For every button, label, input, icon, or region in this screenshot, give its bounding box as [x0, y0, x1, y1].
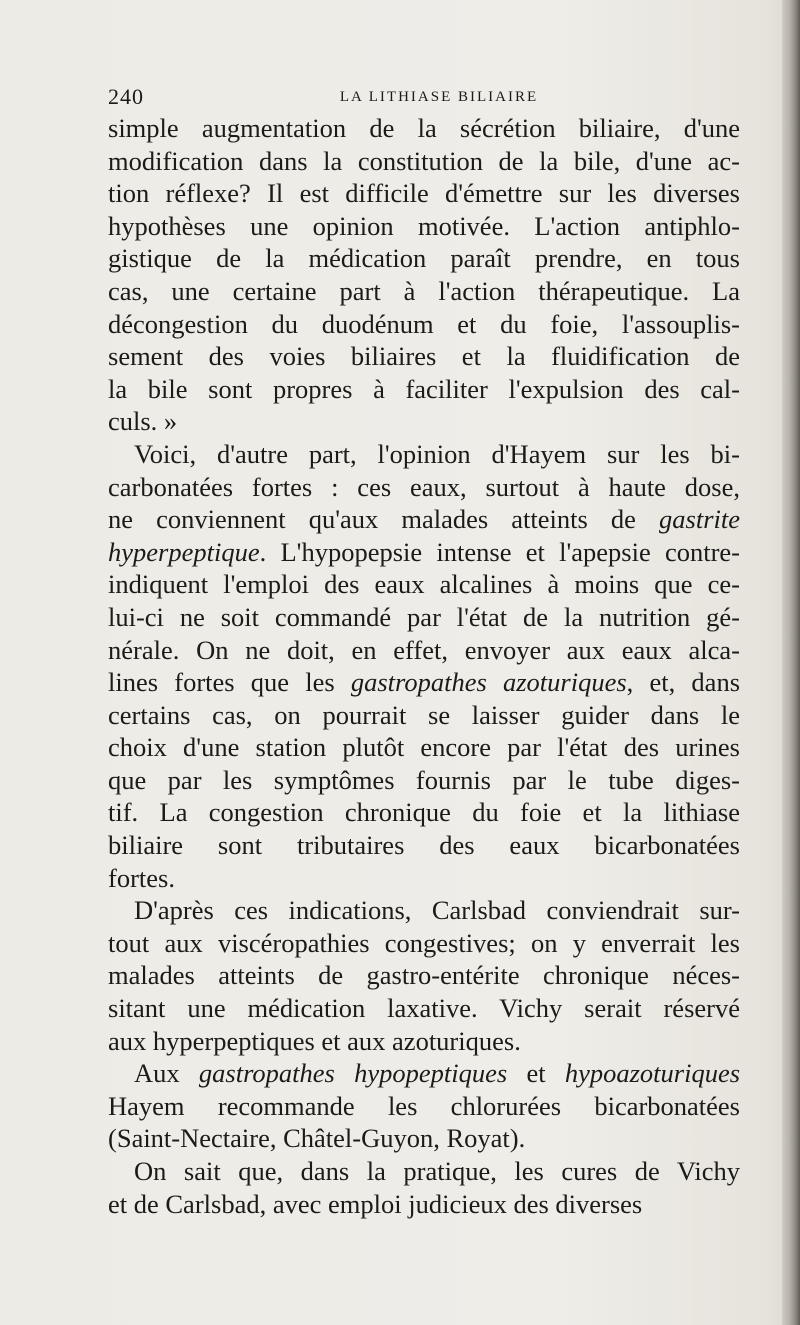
page-number: 240 — [108, 84, 144, 109]
book-spine-edge — [782, 0, 800, 1325]
text-line: sitant une médication laxative. Vichy serait réservé — [108, 993, 740, 1024]
text-line: culs. » — [108, 406, 178, 437]
text-line: (Saint-Nectaire, Châtel-Guyon, Royat). — [108, 1123, 526, 1154]
text-line: Hayem recommande les chlorurées bicarbonatées — [108, 1090, 740, 1121]
text-line: tion réflexe? Il est difficile d'émettre sur les diverses — [108, 178, 740, 209]
text-line: modification dans la constitution de la bile, d'une ac- — [108, 145, 740, 176]
text-line: lines fortes que les gastropathes azoturiques, et, dans — [108, 667, 741, 698]
text-line: aux hyperpeptiques et aux azoturiques. — [108, 1025, 521, 1056]
text-line: tif. La congestion chronique du foie et la lithiase — [108, 797, 740, 828]
text-line: simple augmentation de la sécrétion biliaire, d'une — [108, 113, 740, 143]
text-line: décongestion du duodénum et du foie, l'assouplis- — [108, 308, 740, 339]
text-line: hyperpeptique. L'hypopepsie intense et l'apepsie contre- — [108, 536, 740, 567]
text-line: gistique de la médication paraît prendre, en tous — [108, 243, 740, 274]
text-line: que par les symptômes fournis par le tube diges- — [108, 764, 740, 795]
text-line: On sait que, dans la pratique, les cures de Vichy — [134, 1156, 740, 1186]
text-line: Voici, d'autre part, l'opinion d'Hayem sur les bi- — [134, 438, 740, 469]
text-line: lui-ci ne soit commandé par l'état de la nutrition gé- — [108, 601, 740, 632]
text-line: et de Carlsbad, avec emploi judicieux des diverses — [108, 1188, 643, 1219]
text-line: certains cas, on pourrait se laisser guider dans le — [108, 699, 740, 730]
text-line: choix d'une station plutôt encore par l'état des urines — [108, 732, 740, 763]
text-line: ne conviennent qu'aux malades atteints de gastrite — [108, 504, 740, 535]
text-line: hypothèses une opinion motivée. L'action antiphlo- — [108, 210, 740, 241]
text-line: Aux gastropathes hypopeptiques et hypoazoturiques — [134, 1058, 741, 1089]
text-line: malades atteints de gastro-entérite chronique néces- — [108, 960, 740, 991]
running-title: LA LITHIASE BILIAIRE — [339, 89, 539, 105]
text-line: tout aux viscéropathies congestives; on y enverrait les — [108, 927, 740, 958]
text-line: carbonatées fortes : ces eaux, surtout à haute dose, — [108, 471, 740, 502]
text-line: nérale. On ne doit, en effet, envoyer aux eaux alca- — [108, 634, 740, 665]
text-line: D'après ces indications, Carlsbad conviendrait sur- — [134, 895, 740, 926]
text-line: cas, une certaine part à l'action thérapeutique. La — [108, 275, 740, 306]
body-text — [108, 112, 740, 1220]
text-line: sement des voies biliaires et la fluidification de — [108, 341, 740, 372]
text-line: la bile sont propres à faciliter l'expulsion des cal- — [108, 373, 740, 404]
text-line: fortes. — [108, 862, 175, 893]
text-line: biliaire sont tributaires des eaux bicarbonatées — [108, 830, 740, 861]
running-head — [108, 80, 740, 114]
text-line: indiquent l'emploi des eaux alcalines à moins que ce- — [108, 569, 740, 600]
